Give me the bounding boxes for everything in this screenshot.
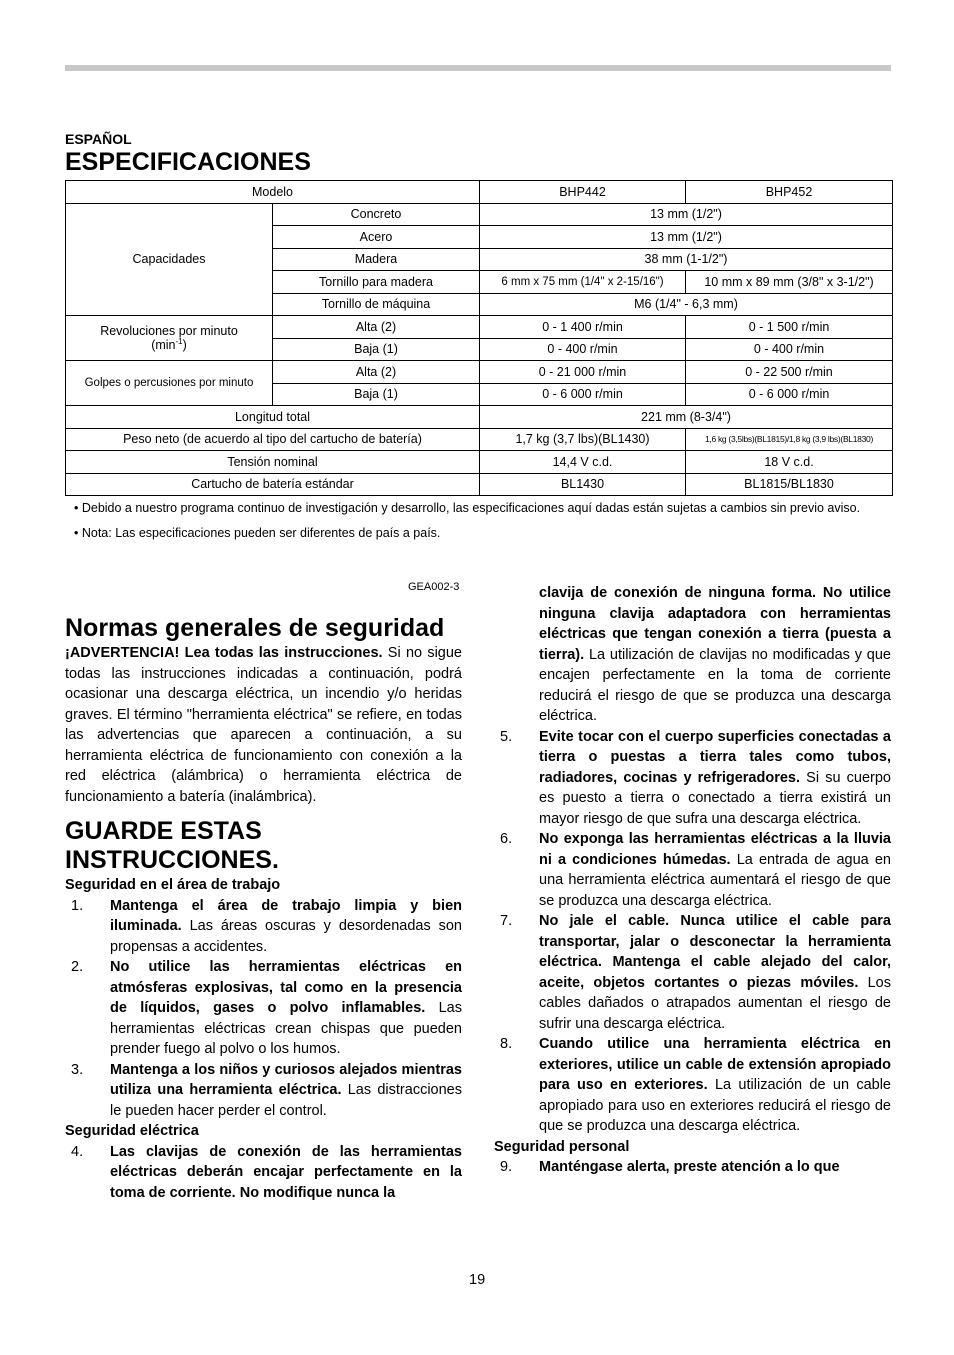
table-row [66,451,893,474]
list-item [494,727,891,830]
speed-label: Baja (1) [273,338,480,361]
item-bold: Manténgase alerta, preste atención a lo que [539,1159,840,1175]
page-number: 19 [469,1272,486,1288]
speed-label: Baja (1) [273,383,480,406]
weight-label: Peso neto (de acuerdo al tipo del cartucho de batería) [66,428,480,451]
warning-paragraph [65,643,462,807]
item-text: Las herramientas eléctricas crean chispas que pueden prender fuego al polvo o los humos. [110,1000,462,1057]
capacity-label: Tornillo para madera [273,271,480,294]
battery-label: Cartucho de batería estándar [66,473,480,496]
personal-heading: Seguridad personal [494,1138,630,1155]
speed-label: Alta (2) [273,316,480,339]
item-text: La entrada de agua en una herramienta eléctrica aumentará el riesgo de que se produzca una descarga eléctrica. [539,851,891,909]
table-row [66,316,893,339]
item-bold: No utilice las herramientas eléctricas en atmósferas explosivas, tal como en la presencia de líquidos, gases o polvo inflamables. [110,959,462,1016]
item-text: La utilización de un cable apropiado para uso en exteriores reducirá el riesgo de que se produzca una descarga eléctrica. [539,1077,891,1134]
item-number: 1. [71,897,84,914]
capacity-label: Madera [273,248,480,271]
ipm-label: Golpes o percusiones por minuto [66,361,273,406]
spec-notes [74,499,889,542]
capacity-value-442: 6 mm x 75 mm (1/4" x 2-15/16") [480,271,686,294]
weight-value-442: 1,7 kg (3,7 lbs)(BL1430) [480,428,686,451]
table-row [66,473,893,496]
rpm-label [66,316,273,361]
ipm-value-442: 0 - 21 000 r/min [480,361,686,384]
rpm-unit-post: ) [182,338,187,352]
item-text: La utilización de clavijas no modificadas y que encajen perfectamente en la toma de corriente reducirá el riesgo de que se produzca una descarga eléctrica. [539,646,891,724]
electrical-heading: Seguridad eléctrica [65,1123,199,1139]
item-text: Las áreas oscuras y desordenadas son propensas a accidentes. [110,918,462,955]
warning-bold: ¡ADVERTENCIA! Lea todas las instrucciones. [65,645,383,661]
item-number: 9. [500,1159,513,1175]
speed-label: Alta (2) [273,361,480,384]
model-452: BHP452 [686,181,893,204]
table-row [66,428,893,451]
item-text: Si su cuerpo es puesto a tierra o conectado a tierra existirá un mayor riesgo de que sufra una descarga eléctrica. [539,769,891,827]
top-rule [65,65,891,71]
rpm-value-452: 0 - 400 r/min [686,338,893,361]
rpm-label-text: Revoluciones por minuto [100,324,238,338]
capacity-label: Acero [273,226,480,249]
item-number: 5. [500,728,513,745]
item-number: 2. [71,959,84,975]
rpm-unit-sup: -1 [175,336,183,346]
capacities-label: Capacidades [66,203,273,316]
item-number: 6. [500,831,513,847]
item-bold: Mantenga el área de trabajo limpia y bien iluminada. [110,897,462,934]
rpm-value-442: 0 - 1 400 r/min [480,316,686,339]
item-bold: Cuando utilice una herramienta eléctrica en exteriores, utilice un cable de extensión apropiado para uso en exteriores. [539,1036,891,1093]
capacity-value: 13 mm (1/2") [480,226,893,249]
ipm-value-442: 0 - 6 000 r/min [480,383,686,406]
ipm-value-452: 0 - 22 500 r/min [686,361,893,384]
battery-value-442: BL1430 [480,473,686,496]
save-instructions-heading: GUARDE ESTAS INSTRUCCIONES. [65,817,279,874]
length-label: Longitud total [66,406,480,429]
item-bold: Las clavijas de conexión de las herramientas eléctricas deberán encajar perfectamente en la toma de corriente. No modifique nunca la [110,1143,462,1201]
list-item [494,1157,891,1178]
list-item [65,1142,462,1204]
rpm-value-442: 0 - 400 r/min [480,338,686,361]
warning-text: Si no sigue todas las instrucciones indicadas a continuación, podrá ocasionar una descarga eléctrica, un incendio y/o heridas graves. El término "herramienta eléctrica" se refiere, en todas las advertencias que aparecen a continuación, a su herramienta eléctrica de funcionamiento con conexión a la red eléctrica (alámbrica) o herramienta eléctrica de funcionamiento a batería (inalámbrica). [65,645,463,805]
list-item [65,896,462,958]
table-row [66,203,893,226]
item-bold: Mantenga a los niños y curiosos alejados mientras utiliza una herramienta eléctrica. [110,1061,462,1098]
capacity-label: Concreto [273,203,480,226]
list-item-continuation [494,583,891,727]
item-number: 8. [500,1036,513,1052]
table-row [66,406,893,429]
left-column [65,614,462,1203]
item-bold: clavija de conexión de ninguna forma. No utilice ninguna clavija adaptadora con herramientas eléctricas que tengan conexión a tierra (puesta a tierra). [539,585,891,663]
item-number: 4. [71,1143,84,1160]
item-bold: No jale el cable. Nunca utilice el cable para transportar, jalar o desconectar la herramienta eléctrica. Mantenga el cable alejado del calor, aceite, objetos cortantes o piezas móviles. [539,913,891,991]
model-442: BHP442 [480,181,686,204]
length-value: 221 mm (8-3/4") [480,406,893,429]
note: • Debido a nuestro programa continuo de investigación y desarrollo, las especificaciones aquí dadas están sujetas a cambios sin previo aviso. [74,501,861,515]
ipm-value-452: 0 - 6 000 r/min [686,383,893,406]
item-text: Las distracciones le pueden hacer perder el control. [110,1082,462,1119]
item-bold: No exponga las herramientas eléctricas a la lluvia ni a condiciones húmedas. [539,831,891,868]
work-area-heading: Seguridad en el área de trabajo [65,877,281,893]
item-number: 7. [500,913,513,929]
rpm-value-452: 0 - 1 500 r/min [686,316,893,339]
capacity-value: 38 mm (1-1/2") [480,248,893,271]
capacity-label: Tornillo de máquina [273,293,480,316]
voltage-value-452: 18 V c.d. [686,451,893,474]
list-item [494,911,891,1034]
table-row [66,361,893,384]
safety-heading: Normas generales de seguridad [65,614,445,642]
capacity-value: 13 mm (1/2") [480,203,893,226]
item-bold: Evite tocar con el cuerpo superficies conectadas a tierra o puestas a tierra tales como tubos, radiadores, cocinas y refrigeradores. [539,728,891,786]
capacity-value-452: 10 mm x 89 mm (3/8" x 3-1/2") [686,271,893,294]
specifications-heading: ESPECIFICACIONES [65,148,311,176]
capacity-value: M6 (1/4" - 6,3 mm) [480,293,893,316]
list-item [65,957,462,1060]
model-label: Modelo [66,181,480,204]
list-item [494,829,891,911]
voltage-value-442: 14,4 V c.d. [480,451,686,474]
specifications-table [65,180,893,496]
note: • Nota: Las especificaciones pueden ser diferentes de país a país. [74,526,441,540]
language-label: ESPAÑOL [65,131,132,147]
voltage-label: Tensión nominal [66,451,480,474]
table-row [66,181,893,204]
list-item [65,1060,462,1122]
item-number: 3. [71,1061,84,1078]
battery-value-452: BL1815/BL1830 [686,473,893,496]
rpm-unit-pre: (min [151,338,176,352]
right-column [494,583,891,1178]
list-item [494,1034,891,1137]
document-code: GEA002-3 [408,581,460,593]
item-text: Los cables dañados o atrapados aumentan el riesgo de sufrir una descarga eléctrica. [539,974,891,1032]
weight-value-452: 1,6 kg (3,5lbs)(BL1815)/1,8 kg (3,9 lbs)(BL1830) [686,428,893,451]
